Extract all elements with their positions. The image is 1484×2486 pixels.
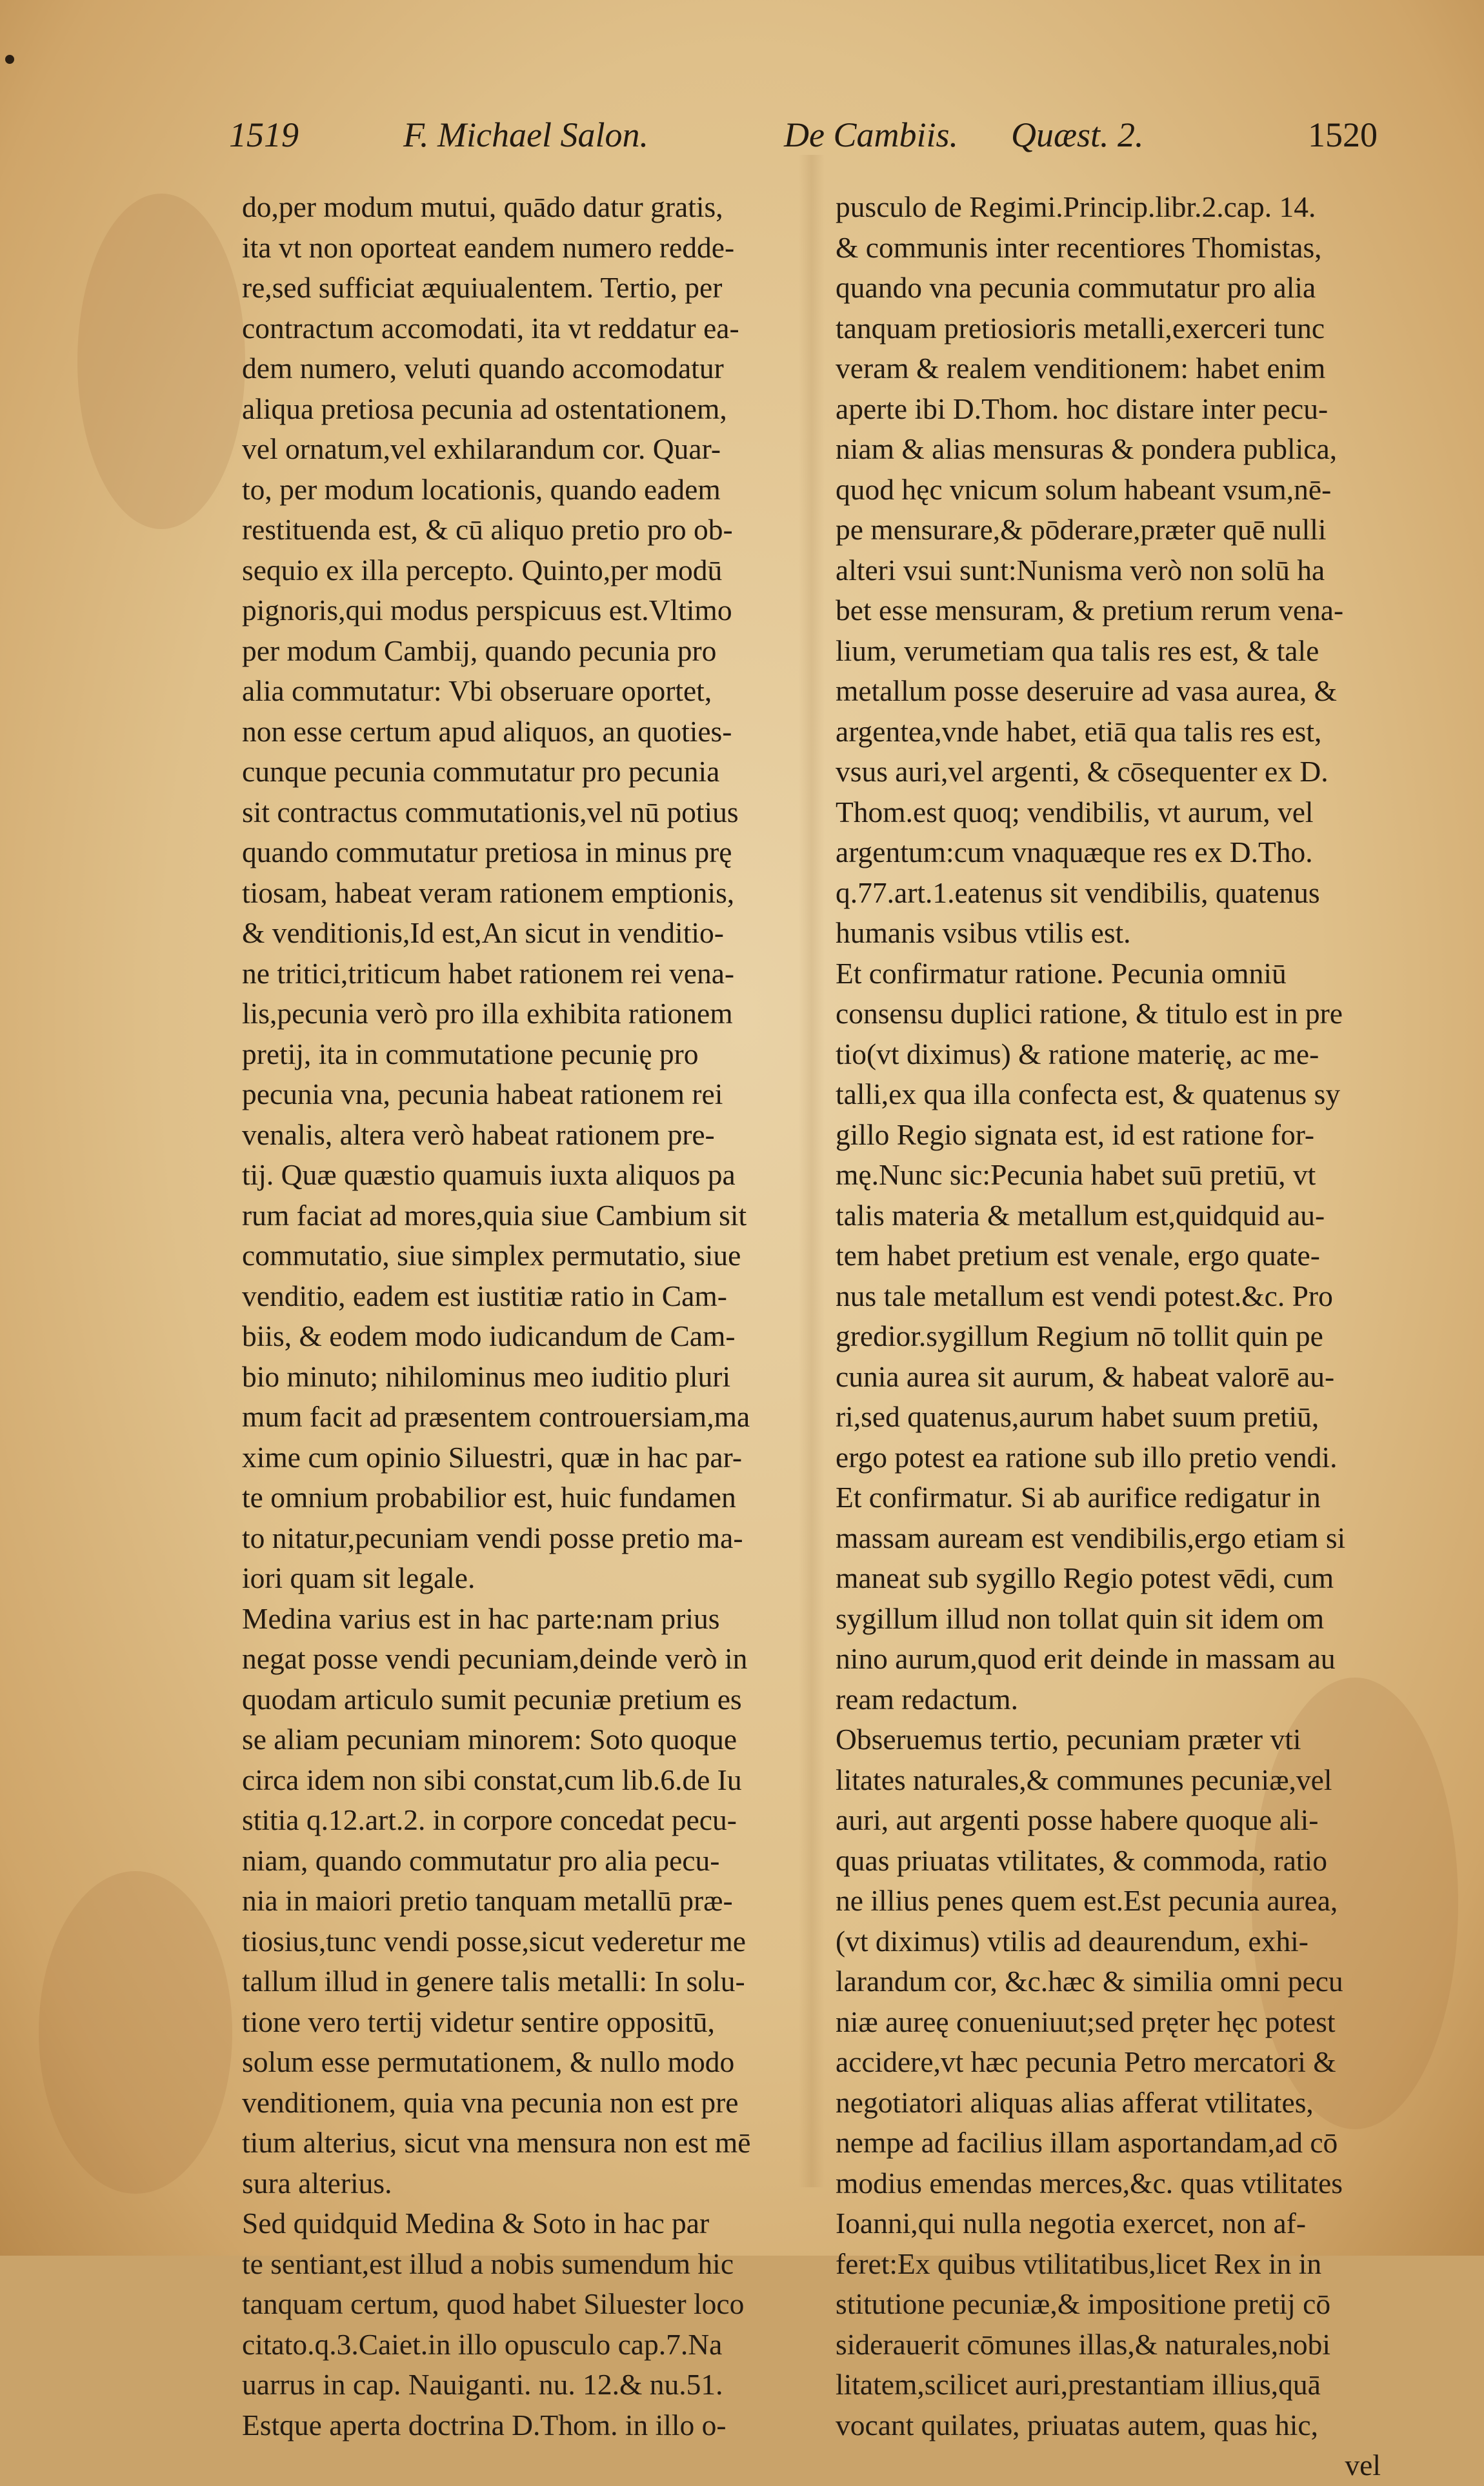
text-line: sequio ex illa percepto. Quinto,per modū — [242, 553, 723, 586]
text-line: re,sed sufficiat æquiualentem. Tertio, per — [242, 271, 723, 304]
text-line: bet esse mensuram, & pretium rerum vena- — [836, 594, 1344, 627]
paper-stain — [77, 194, 245, 529]
text-line: feret:Ex quibus vtilitatibus,licet Rex in in — [836, 2247, 1322, 2280]
text-line: talis materia & metallum est,quidquid au- — [836, 1198, 1325, 1232]
text-line: tione vero tertij videtur sentire oppositū, — [242, 2005, 715, 2038]
text-line: humanis vsibus vtilis est. — [836, 916, 1131, 949]
text-line: negat posse vendi pecuniam,deinde verò in — [242, 1642, 748, 1675]
text-line: to, per modum locationis, quando eadem — [242, 472, 721, 506]
text-line: Medina varius est in hac parte:nam prius — [242, 1601, 720, 1635]
text-line: pecunia vna, pecunia habeat rationem rei — [242, 1078, 723, 1110]
text-line: commutatio, siue simplex permutatio, siue — [242, 1239, 741, 1272]
text-line: quando vna pecunia commutatur pro alia — [836, 271, 1316, 304]
text-line: tem habet pretium est venale, ergo quate- — [836, 1239, 1320, 1272]
text-line: larandum cor, &c.hæc & similia omni pecu — [836, 1965, 1343, 1998]
text-line: nino aurum,quod erit deinde in massam au — [836, 1642, 1336, 1675]
text-line: lis,pecunia verò pro illa exhibita rationem — [242, 997, 733, 1030]
text-line: tanquam pretiosioris metalli,exerceri tunc — [836, 311, 1325, 345]
text-line: stitia q.12.art.2. in corpore concedat pecu- — [242, 1803, 737, 1836]
text-line: Obseruemus tertio, pecuniam præter vti — [836, 1723, 1301, 1756]
text-line: se aliam pecuniam minorem: Soto quoque — [242, 1723, 737, 1756]
text-line: niæ aureę conueniuut;sed pręter hęc potest — [836, 2005, 1336, 2038]
catchword: vel — [1345, 2449, 1381, 2481]
text-line: to nitatur,pecuniam vendi posse pretio ma- — [242, 1521, 743, 1554]
text-line: vel ornatum,vel exhilarandum cor. Quar- — [242, 432, 721, 465]
text-line: alteri vsui sunt:Nunisma verò non solū ha — [836, 553, 1325, 586]
text-line: litates naturales,& communes pecuniæ,vel — [836, 1763, 1332, 1796]
text-line: ergo potest ea ratione sub illo pretio vendi. — [836, 1440, 1338, 1474]
text-line: gillo Regio signata est, id est ratione for- — [836, 1118, 1315, 1151]
text-line: venditionem, quia vna pecunia non est pre — [242, 2085, 739, 2119]
right-text-column — [836, 187, 1381, 2486]
text-line: argentum:cum vnaquæque res ex D.Tho. — [836, 836, 1313, 868]
text-line: iori quam sit legale. — [242, 1561, 476, 1594]
text-line: ne illius penes quem est.Est pecunia aurea, — [836, 1884, 1338, 1917]
text-line: nus tale metallum est vendi potest.&c. Pro — [836, 1279, 1333, 1312]
text-line: nia in maiori pretio tanquam metallū præ- — [242, 1884, 733, 1917]
text-line: pusculo de Regimi.Princip.libr.2.cap. 14. — [836, 190, 1316, 223]
text-line: modius emendas merces,&c. quas vtilitates — [836, 2166, 1343, 2200]
text-line: (vt diximus) vtilis ad deaurendum, exhi- — [836, 1924, 1309, 1958]
text-line: tallum illud in genere talis metalli: In solu- — [242, 1965, 745, 1998]
text-line: do,per modum mutui, quādo datur gratis, — [242, 190, 723, 223]
ink-mark — [5, 55, 14, 64]
text-line: maneat sub sygillo Regio potest vēdi, cum — [836, 1561, 1334, 1594]
text-line: accidere,vt hæc pecunia Petro mercatori & — [836, 2045, 1336, 2078]
text-line: sygillum illud non tollat quin sit idem om — [836, 1601, 1325, 1635]
text-line: rum faciat ad mores,quia siue Cambium sit — [242, 1198, 747, 1232]
text-line: tij. Quæ quæstio quamuis iuxta aliquos pa — [242, 1158, 736, 1191]
text-line: ream redactum. — [836, 1682, 1018, 1716]
text-line: litatem,scilicet auri,prestantiam illius,quā — [836, 2368, 1321, 2401]
text-line: talli,ex qua illa confecta est, & quatenus sy — [836, 1078, 1341, 1110]
text-line: te omnium probabilior est, huic fundamen — [242, 1481, 736, 1514]
text-line: dem numero, veluti quando accomodatur — [242, 352, 724, 385]
text-line: sura alterius. — [242, 2166, 392, 2200]
text-line: negotiatori aliquas alias afferat vtilitates, — [836, 2085, 1314, 2119]
paper-stain — [39, 1871, 232, 2194]
text-line: quas priuatas vtilitates, & commoda, ratio — [836, 1843, 1327, 1877]
text-line: ita vt non oporteat eandem numero redde- — [242, 230, 735, 264]
text-line: citato.q.3.Caiet.in illo opusculo cap.7.Na — [242, 2327, 723, 2361]
text-line: q.77.art.1.eatenus sit vendibilis, quatenus — [836, 876, 1320, 909]
text-line: quando commutatur pretiosa in minus prę — [242, 836, 732, 868]
text-line: Thom.est quoq; vendibilis, vt aurum, vel — [836, 795, 1314, 828]
text-line: tiosius,tunc vendi posse,sicut vederetur me — [242, 1924, 746, 1958]
left-text-column — [242, 187, 777, 2445]
text-line: ne tritici,triticum habet rationem rei vena- — [242, 956, 735, 990]
text-line: massam auream est vendibilis,ergo etiam si — [836, 1521, 1346, 1554]
text-line: non esse certum apud aliquos, an quoties- — [242, 714, 732, 748]
header-quaestio: Quæst. 2. — [1011, 115, 1144, 154]
page-number-right: 1520 — [1308, 115, 1378, 154]
header-title: De Cambiis. — [784, 115, 958, 154]
text-line: & venditionis,Id est,An sicut in venditio- — [242, 916, 724, 949]
text-line: tiosam, habeat veram rationem emptionis, — [242, 876, 735, 909]
text-line: contractum accomodati, ita vt reddatur ea- — [242, 311, 739, 345]
text-line: niam, quando commutatur pro alia pecu- — [242, 1843, 720, 1877]
text-line: argentea,vnde habet, etiā qua talis res est, — [836, 714, 1322, 748]
text-line: auri, aut argenti posse habere quoque ali- — [836, 1803, 1319, 1836]
text-line: vocant quilates, priuatas autem, quas hic, — [836, 2408, 1318, 2441]
text-line: tium alterius, sicut vna mensura non est mē — [242, 2126, 751, 2159]
text-line: consensu duplici ratione, & titulo est in pre — [836, 997, 1343, 1030]
text-line: biis, & eodem modo iudicandum de Cam- — [242, 1319, 736, 1352]
text-line: te sentiant,est illud a nobis sumendum hic — [242, 2247, 734, 2280]
page-gutter — [799, 155, 825, 2187]
text-line: lium, verumetiam qua talis res est, & tale — [836, 634, 1319, 667]
text-line: aperte ibi D.Thom. hoc distare inter pecu- — [836, 392, 1329, 425]
text-line: tio(vt diximus) & ratione materię, ac me- — [836, 1037, 1319, 1070]
text-line: per modum Cambij, quando pecunia pro — [242, 634, 717, 667]
text-line: venditio, eadem est iustitiæ ratio in Cam- — [242, 1279, 727, 1312]
text-line: venalis, altera verò habeat rationem pre- — [242, 1118, 715, 1151]
text-line: xime cum opinio Siluestri, quæ in hac par- — [242, 1440, 742, 1474]
text-line: mum facit ad præsentem controuersiam,ma — [242, 1400, 750, 1433]
text-line: ri,sed quatenus,aurum habet suum pretiū, — [836, 1400, 1319, 1433]
text-line: metallum posse deseruire ad vasa aurea, & — [836, 674, 1337, 707]
text-line: veram & realem venditionem: habet enim — [836, 352, 1326, 385]
text-line: pretij, ita in commutatione pecunię pro — [242, 1037, 699, 1070]
text-line: gredior.sygillum Regium nō tollit quin pe — [836, 1319, 1323, 1352]
text-line: cunque pecunia commutatur pro pecunia — [242, 755, 720, 788]
text-line: stitutione pecuniæ,& impositione pretij cō — [836, 2287, 1331, 2320]
text-line: & communis inter recentiores Thomistas, — [836, 230, 1322, 264]
text-line: Et confirmatur. Si ab aurifice redigatur in — [836, 1481, 1321, 1514]
text-line: siderauerit cōmunes illas,& naturales,nobi — [836, 2327, 1330, 2361]
text-line: sit contractus commutationis,vel nū potius — [242, 795, 739, 828]
text-line: circa idem non sibi constat,cum lib.6.de Iu — [242, 1763, 742, 1796]
text-line: Ioanni,qui nulla negotia exercet, non af- — [836, 2207, 1306, 2240]
text-line: bio minuto; nihilominus meo iuditio pluri — [242, 1359, 731, 1393]
text-line: uarrus in cap. Nauiganti. nu. 12.& nu.51. — [242, 2368, 723, 2401]
page-number-left: 1519 — [229, 115, 299, 154]
text-line: pe mensurare,& pōderare,præter quē nulli — [836, 513, 1327, 546]
text-line: cunia aurea sit aurum, & habeat valorē au- — [836, 1359, 1335, 1393]
text-line: Estque aperta doctrina D.Thom. in illo o- — [242, 2408, 727, 2441]
text-line: restituenda est, & cū aliquo pretio pro ob- — [242, 513, 733, 546]
text-line: mę.Nunc sic:Pecunia habet suū pretiū, vt — [836, 1158, 1316, 1191]
text-line: quod hęc vnicum solum habeant vsum,nē- — [836, 472, 1332, 506]
text-line: quodam articulo sumit pecuniæ pretium es — [242, 1682, 742, 1716]
header-author: F. Michael Salon. — [403, 115, 648, 154]
text-line: aliqua pretiosa pecunia ad ostentationem, — [242, 392, 727, 425]
text-line: nempe ad facilius illam asportandam,ad cō — [836, 2126, 1338, 2159]
text-line: alia commutatur: Vbi obseruare oportet, — [242, 674, 712, 707]
text-line: Sed quidquid Medina & Soto in hac par — [242, 2207, 710, 2240]
text-line: pignoris,qui modus perspicuus est.Vltimo — [242, 594, 732, 627]
text-line: Et confirmatur ratione. Pecunia omniū — [836, 956, 1287, 990]
text-line: niam & alias mensuras & pondera publica, — [836, 432, 1338, 465]
running-header — [229, 115, 1378, 173]
text-line: solum esse permutationem, & nullo modo — [242, 2045, 735, 2078]
text-line: tanquam certum, quod habet Siluester loco — [242, 2287, 745, 2320]
text-line: vsus auri,vel argenti, & cōsequenter ex D. — [836, 755, 1329, 788]
